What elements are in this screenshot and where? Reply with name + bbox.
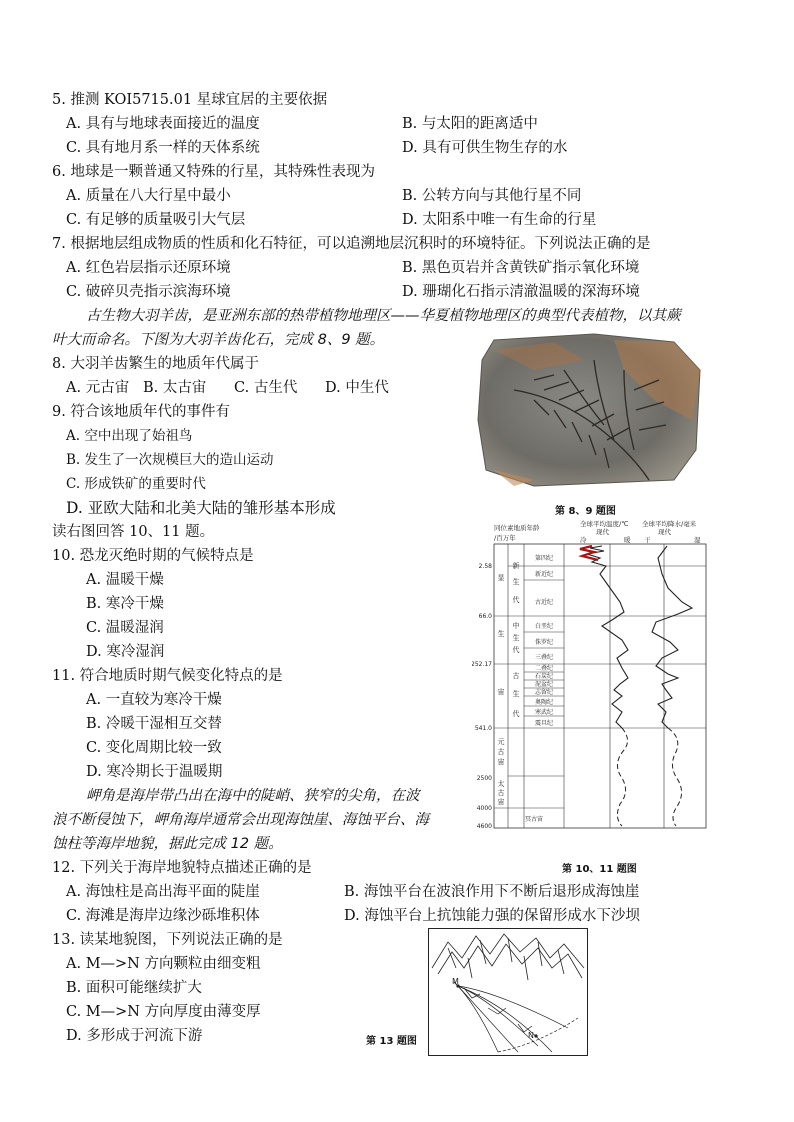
svg-text:宙: 宙 (497, 798, 505, 806)
q6-option-b: B. 公转方向与其他行星不同 (402, 188, 582, 204)
svg-text:志留纪: 志留纪 (534, 689, 554, 696)
svg-text:2500: 2500 (476, 775, 492, 782)
label-cold: 冷 (580, 536, 587, 544)
svg-text:66.0: 66.0 (478, 613, 492, 620)
svg-text:泥盆纪: 泥盆纪 (534, 681, 554, 688)
q7-stem: 7. 根据地层组成物质的性质和化石特征，可以追溯地层沉积时的环境特征。下列说法正确的是 (52, 236, 651, 252)
q12-stem: 12. 下列关于海岸地貌特点描述正确的是 (52, 860, 312, 876)
q11-stem: 11. 符合地质时期气候变化特点的是 (52, 668, 283, 684)
q10-option-d: D. 寒冷湿润 (86, 644, 165, 660)
intro-12-line3: 蚀柱等海岸地貌，据此完成 12 题。 (52, 836, 283, 852)
q11-option-b: B. 冷暖干湿相互交替 (86, 716, 222, 732)
q13-option-b: B. 面积可能继续扩大 (66, 980, 202, 996)
svg-text:代: 代 (512, 596, 520, 604)
q13-stem: 13. 读某地貌图，下列说法正确的是 (52, 932, 283, 948)
q5-option-a: A. 具有与地球表面接近的温度 (66, 116, 260, 132)
q8-stem: 8. 大羽羊齿繁生的地质年代属于 (52, 356, 259, 372)
svg-text:4000: 4000 (476, 805, 492, 812)
svg-text:奥陶纪: 奥陶纪 (534, 699, 554, 706)
q12-option-b: B. 海蚀平台在波浪作用下不断后退形成海蚀崖 (344, 884, 640, 900)
label-warm: 暖 (624, 536, 631, 544)
svg-text:生: 生 (512, 578, 520, 586)
q10-option-c: C. 温暖湿润 (86, 620, 164, 636)
q9-option-a: A. 空中出现了始祖鸟 (66, 428, 193, 444)
svg-text:古: 古 (497, 748, 505, 756)
q5-option-b: B. 与太阳的距离适中 (402, 116, 538, 132)
q7-option-d: D. 珊瑚化石指示清澈温暖的深海环境 (402, 284, 640, 300)
q12-option-c: C. 海滩是海岸边缘沙砾堆积体 (66, 908, 260, 924)
svg-text:元: 元 (497, 738, 505, 746)
q11-option-a: A. 一直较为寒冷干燥 (86, 692, 222, 708)
fig-10-11-caption: 第 10、11 题图 (562, 864, 637, 875)
q13-option-a: A. M—>N 方向颗粒由细变粗 (66, 956, 261, 972)
intro-8-9-line1: 古生物大羽羊齿，是亚洲东部的热带植物地理区——华夏植物地理区的典型代表植物，以其蕨 (86, 308, 681, 324)
svg-text:4600: 4600 (476, 823, 492, 830)
fig-13-caption: 第 13 题图 (366, 1036, 417, 1047)
svg-text:宙: 宙 (497, 758, 505, 766)
svg-text:震旦纪: 震旦纪 (534, 720, 554, 727)
svg-text:显: 显 (497, 574, 505, 582)
svg-text:生: 生 (512, 634, 520, 642)
q9-stem: 9. 符合该地质年代的事件有 (52, 404, 230, 420)
geologic-climate-chart (472, 518, 712, 830)
label-n: N (528, 1031, 534, 1040)
intro-12-line2: 浪不断侵蚀下，岬角海岸通常会出现海蚀崖、海蚀平台、海 (52, 812, 429, 828)
q8-options: A. 元古宙 B. 太古宙 C. 古生代 D. 中生代 (66, 380, 389, 396)
q7-option-c: C. 破碎贝壳指示滨海环境 (66, 284, 231, 300)
intro-12-line1: 岬角是海岸带凸出在海中的陡峭、狭窄的尖角，在波 (86, 788, 420, 804)
q9-option-d: D. 亚欧大陆和北美大陆的雏形基本形成 (66, 499, 336, 517)
svg-text:生: 生 (497, 630, 505, 638)
q9-option-b: B. 发生了一次规模巨大的造山运动 (66, 452, 274, 468)
header-temp: 全球平均温度/℃ (580, 520, 629, 528)
svg-text:生: 生 (512, 690, 520, 698)
q7-option-b: B. 黑色页岩并含黄铁矿指示氧化环境 (402, 260, 640, 276)
fig-8-9-caption: 第 8、9 题图 (555, 506, 616, 517)
q12-option-d: D. 海蚀平台上抗蚀能力强的保留形成水下沙坝 (344, 908, 640, 924)
svg-text:新: 新 (512, 562, 520, 570)
svg-text:二叠纪: 二叠纪 (534, 665, 554, 672)
q5-stem: 5. 推测 KOI5715.01 星球宜居的主要依据 (52, 92, 328, 108)
q12-option-a: A. 海蚀柱是高出海平面的陡崖 (66, 884, 260, 900)
label-wet: 湿 (694, 536, 701, 544)
svg-text:寒武纪: 寒武纪 (534, 709, 554, 716)
intro-8-9-line2: 叶大而命名。下图为大羽羊齿化石，完成 8、9 题。 (52, 332, 385, 348)
q10-option-b: B. 寒冷干燥 (86, 596, 164, 612)
svg-text:新近纪: 新近纪 (534, 571, 554, 578)
q11-option-c: C. 变化周期比较一致 (86, 740, 222, 756)
svg-text:白垩纪: 白垩纪 (534, 623, 554, 630)
q6-stem: 6. 地球是一颗普通又特殊的行星，其特殊性表现为 (52, 164, 375, 180)
svg-text:古: 古 (512, 672, 520, 680)
svg-text:2.58: 2.58 (478, 563, 492, 570)
svg-text:第四纪: 第四纪 (534, 555, 554, 562)
svg-text:冥古宙: 冥古宙 (524, 816, 544, 823)
q6-option-d: D. 太阳系中唯一有生命的行星 (402, 212, 597, 228)
svg-text:三叠纪: 三叠纪 (534, 654, 554, 661)
svg-text:代: 代 (512, 646, 520, 654)
header-age-unit: /百万年 (494, 534, 516, 542)
svg-text:宙: 宙 (497, 688, 505, 696)
svg-text:侏罗纪: 侏罗纪 (534, 639, 554, 646)
q6-option-c: C. 有足够的质量吸引大气层 (66, 212, 246, 228)
svg-text:古近纪: 古近纪 (534, 599, 554, 606)
q5-option-d: D. 具有可供生物生存的水 (402, 140, 568, 156)
q9-option-c: C. 形成铁矿的重要时代 (66, 476, 206, 492)
svg-text:252.17: 252.17 (472, 661, 492, 668)
q13-option-d: D. 多形成于河流下游 (66, 1028, 203, 1044)
svg-text:中: 中 (512, 622, 520, 630)
label-m: M (452, 977, 459, 986)
intro-10-11: 读右图回答 10、11 题。 (52, 524, 215, 540)
q5-option-c: C. 具有地月系一样的天体系统 (66, 140, 260, 156)
svg-text:石炭纪: 石炭纪 (534, 673, 554, 680)
q6-option-a: A. 质量在八大行星中最小 (66, 188, 231, 204)
q10-option-a: A. 温暖干燥 (86, 572, 164, 588)
header-rain: 全球平均降水/毫米 (642, 520, 697, 528)
svg-text:古: 古 (497, 789, 505, 797)
q7-option-a: A. 红色岩层指示还原环境 (66, 260, 231, 276)
svg-text:太: 太 (497, 780, 505, 788)
alluvial-fan-sketch (428, 928, 588, 1056)
q13-option-c: C. M—>N 方向厚度由薄变厚 (66, 1004, 261, 1020)
header-temp-now: 现代 (596, 528, 609, 536)
header-rain-now: 现代 (658, 528, 671, 536)
svg-text:541.0: 541.0 (474, 725, 492, 732)
q10-stem: 10. 恐龙灭绝时期的气候特点是 (52, 548, 254, 564)
svg-text:代: 代 (512, 710, 520, 718)
q11-option-d: D. 寒冷期长于温暖期 (86, 764, 223, 780)
label-dry: 干 (644, 536, 651, 544)
fern-fossil-photo (474, 330, 704, 490)
header-age: 同位素地质年龄 (494, 524, 540, 532)
